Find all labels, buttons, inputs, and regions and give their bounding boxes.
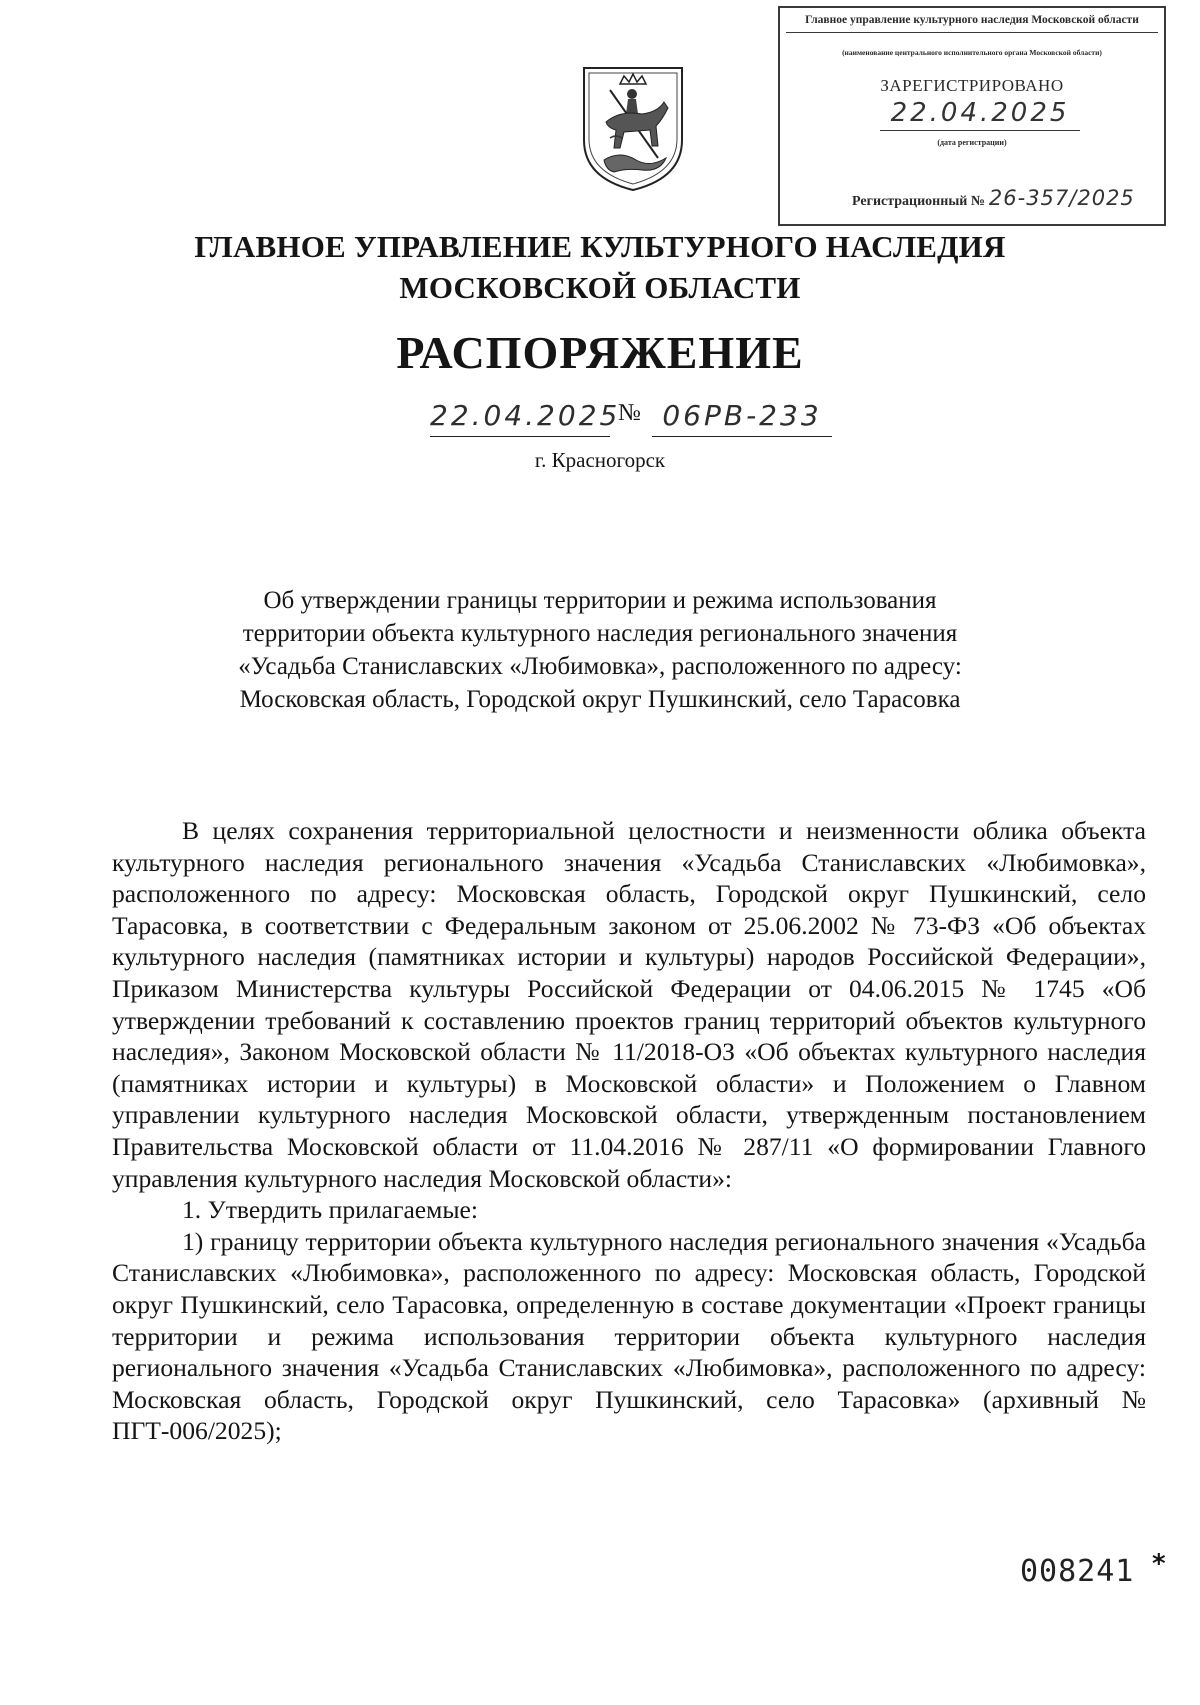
subject-line-3: «Усадьба Станиславских «Любимовка», расположенного по адресу: xyxy=(238,653,962,680)
item-1-1: 1) границу территории объекта культурного наследия регионального значения «Усадьба Станиславских «Любимовка», расположенного по адресу: Московская область, Городской округ Пушкинский, село Тарасовка, определенную в составе документации «Проект границы территории и режима использования территории объекта культурного наследия регионального значения «Усадьба Станиславских «Любимовка», расположенного по адресу: Московская область, Городской округ Пушкинский, село Тарасовка» (архивный № ПГТ-006/2025); xyxy=(112,1226,1146,1446)
stamp-title: ЗАРЕГИСТРИРОВАНО xyxy=(880,76,1064,95)
stamp-registration-date: 22.04.2025 xyxy=(880,96,1080,131)
serial-asterisk: * xyxy=(1152,1549,1166,1579)
form-serial-number: 008241 xyxy=(1020,1554,1135,1589)
document-subject xyxy=(180,584,1020,716)
preamble-paragraph: В целях сохранения территориальной целостности и неизменности облика объекта культурного наследия регионального значения «Усадьба Станиславских «Любимовка», расположенного по адресу: Московская область, Городской округ Пушкинский, село Тарасовка, в соответствии с Федеральным законом от 25.06.2002 № 73-ФЗ «Об объектах культурного наследия (памятниках истории и культуры) народов Российской Федерации», Приказом Министерства культуры Российской Федерации от 04.06.2015 № 1745 «Об утверждении требований к составлению проектов границ территорий объектов культурного наследия», Законом Московской области № 11/2018-ОЗ «Об объектах культурного наследия (памятниках истории и культуры) в Московской области» и Положением о Главном управлении культурного наследия Московской области, утвержденным постановлением Правительства Московской области от 11.04.2016 № 287/11 «О формировании Главного управления культурного наследия Московской области»: xyxy=(112,816,1146,1193)
number-sign: № xyxy=(618,400,641,426)
authority-line-1: ГЛАВНОЕ УПРАВЛЕНИЕ КУЛЬТУРНОГО НАСЛЕДИЯ xyxy=(194,229,1006,264)
document-number: 06РВ-233 xyxy=(652,396,832,437)
stamp-regnum-value: 26-357/2025 xyxy=(988,186,1135,210)
subject-line-2: территории объекта культурного наследия регионального значения xyxy=(242,620,958,647)
stamp-regnum-label: Регистрационный № xyxy=(852,194,985,209)
subject-line-4: Московская область, Городской округ Пушкинский, село Тарасовка xyxy=(239,686,961,713)
stamp-date-caption: (дата регистрации) xyxy=(937,138,1007,147)
authority-line-2: МОСКОВСКОЙ ОБЛАСТИ xyxy=(399,270,801,305)
moscow-oblast-coat-of-arms-icon xyxy=(580,62,686,194)
stamp-regnum-row xyxy=(852,186,1135,210)
issue-place: г. Красногорск xyxy=(534,448,666,472)
issuing-authority xyxy=(0,226,1200,308)
subject-line-1: Об утверждении границы территории и режима использования xyxy=(263,587,937,614)
stamp-organization: Главное управление культурного наследия Московской области xyxy=(786,12,1158,33)
document-type: РАСПОРЯЖЕНИЕ xyxy=(396,327,804,378)
item-1: 1. Утвердить прилагаемые: xyxy=(182,1195,479,1225)
document-date-number-row xyxy=(430,396,840,440)
registration-stamp xyxy=(778,6,1166,226)
stamp-organization-caption: (наименование центрального исполнительного органа Московской области) xyxy=(842,48,1102,57)
document-body xyxy=(112,815,1146,1447)
document-date: 22.04.2025 xyxy=(430,396,610,437)
